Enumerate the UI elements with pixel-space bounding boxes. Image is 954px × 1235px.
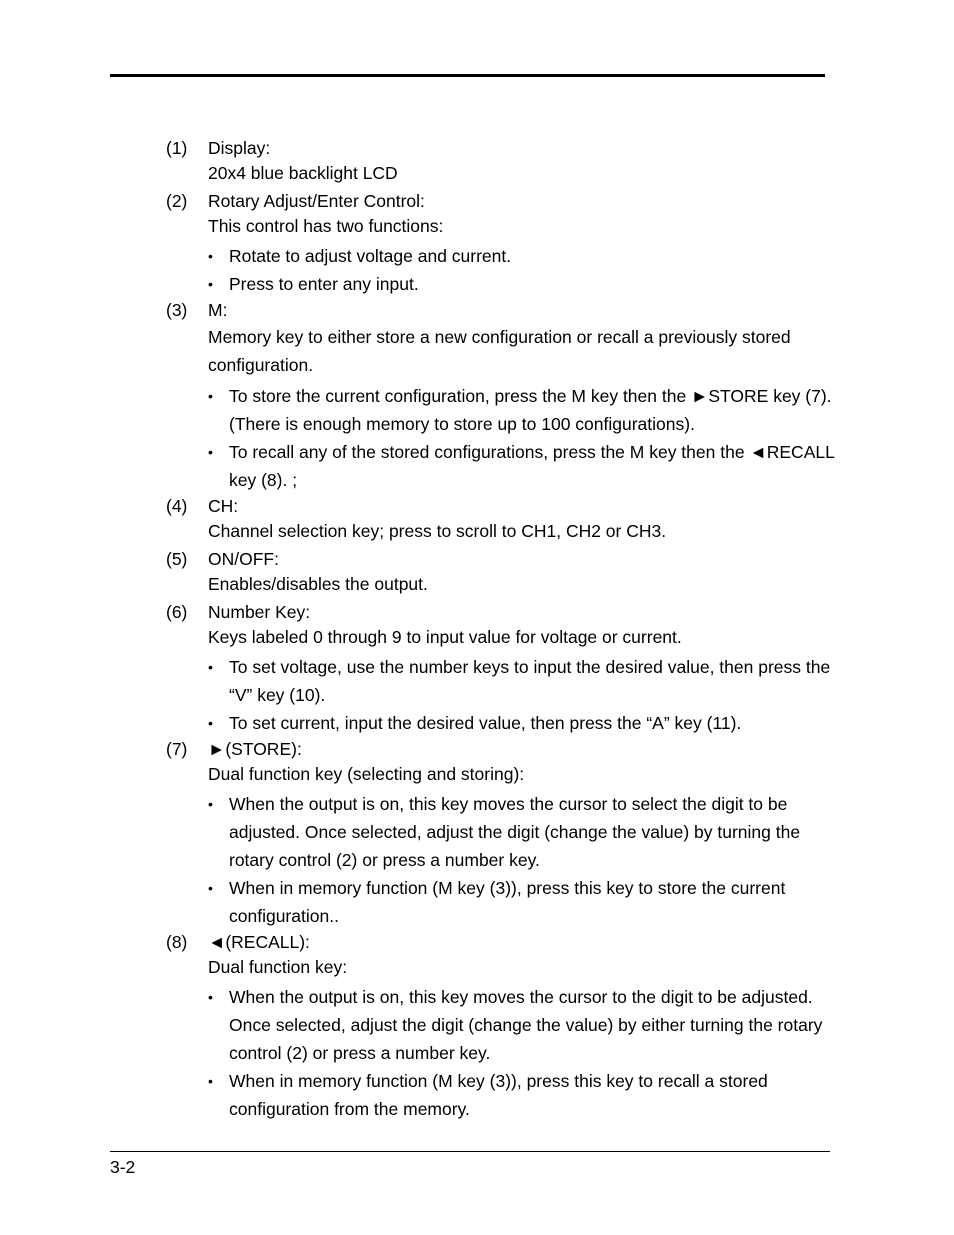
item-title: Number Key: bbox=[208, 602, 311, 622]
bullet-list bbox=[208, 653, 846, 737]
item-title: ►(STORE): bbox=[208, 739, 302, 759]
item-number: (3) bbox=[166, 300, 188, 320]
item-description: Memory key to either store a new configuration or recall a previously stored configuration. bbox=[208, 327, 791, 375]
item-description: 20x4 blue backlight LCD bbox=[208, 163, 398, 183]
item-description: Dual function key (selecting and storing): bbox=[208, 764, 525, 784]
bullet-list bbox=[208, 983, 846, 1123]
bullet-item: • To set current, input the desired value, then press the “A” key (11). bbox=[208, 709, 846, 737]
item-title: ◄(RECALL): bbox=[208, 932, 310, 952]
item-display bbox=[166, 136, 846, 186]
item-rotary-control bbox=[166, 189, 846, 298]
item-number: (7) bbox=[166, 739, 188, 759]
bullet-list bbox=[208, 790, 846, 930]
item-title: ON/OFF: bbox=[208, 549, 279, 569]
item-number: (1) bbox=[166, 138, 188, 158]
item-title: CH: bbox=[208, 496, 239, 516]
bullet-item: • To set voltage, use the number keys to input the desired value, then press the “V” key (10). bbox=[208, 653, 846, 709]
item-title: M: bbox=[208, 300, 228, 320]
bullet-item: • When the output is on, this key moves the cursor to select the digit to be adjusted. Once selected, adjust the digit (change the value) by turning the rotary control (2) or press a number key. bbox=[208, 790, 846, 874]
item-ch-key bbox=[166, 494, 846, 544]
bullet-item: • When in memory function (M key (3)), press this key to recall a stored configuration from the memory. bbox=[208, 1067, 846, 1123]
bullet-item: • To recall any of the stored configurations, press the M key then the ◄RECALL key (8). ; bbox=[208, 438, 846, 494]
item-number-key bbox=[166, 600, 846, 737]
footer-rule bbox=[110, 1151, 830, 1152]
item-description: Dual function key: bbox=[208, 957, 348, 977]
key-descriptions bbox=[166, 136, 846, 1123]
item-number: (5) bbox=[166, 549, 188, 569]
item-description: This control has two functions: bbox=[208, 216, 444, 236]
page-number: 3-2 bbox=[110, 1157, 136, 1177]
header-rule bbox=[110, 74, 825, 77]
bullet-item: • When in memory function (M key (3)), press this key to store the current configuration.. bbox=[208, 874, 846, 930]
bullet-item: • Press to enter any input. bbox=[208, 270, 846, 298]
bullet-item: • When the output is on, this key moves the cursor to the digit to be adjusted. Once selected, adjust the digit (change the value) by either turning the rotary control (2) or press a number key. bbox=[208, 983, 846, 1067]
item-m-key bbox=[166, 298, 846, 494]
item-title: Display: bbox=[208, 138, 271, 158]
item-number: (6) bbox=[166, 602, 188, 622]
item-on-off-key bbox=[166, 547, 846, 597]
item-number: (4) bbox=[166, 496, 188, 516]
bullet-list bbox=[208, 382, 846, 494]
item-description: Enables/disables the output. bbox=[208, 574, 428, 594]
bullet-item: • To store the current configuration, press the M key then the ►STORE key (7). (There is enough memory to store up to 100 configurations). bbox=[208, 382, 846, 438]
item-recall-key bbox=[166, 930, 846, 1123]
item-number: (8) bbox=[166, 932, 188, 952]
item-store-key bbox=[166, 737, 846, 930]
bullet-item: • Rotate to adjust voltage and current. bbox=[208, 242, 846, 270]
item-description: Channel selection key; press to scroll to CH1, CH2 or CH3. bbox=[208, 521, 667, 541]
item-description: Keys labeled 0 through 9 to input value for voltage or current. bbox=[208, 627, 682, 647]
item-title: Rotary Adjust/Enter Control: bbox=[208, 191, 425, 211]
bullet-list bbox=[208, 242, 846, 298]
item-number: (2) bbox=[166, 191, 188, 211]
